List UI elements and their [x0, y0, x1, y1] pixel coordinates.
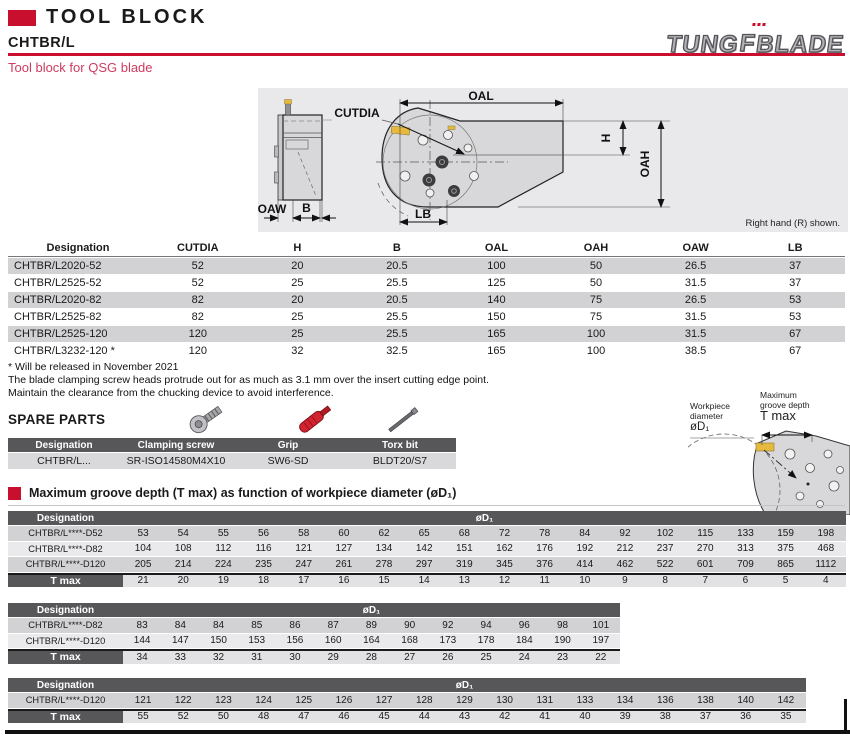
tmax-value-cell: 50	[203, 709, 243, 724]
value-cell: 53	[745, 292, 845, 308]
value-cell: 100	[447, 258, 547, 274]
d1-value-cell: 270	[685, 542, 725, 557]
tmax-value-cell: 21	[123, 573, 163, 588]
value-cell: 25	[248, 309, 348, 325]
value-cell: 38.5	[646, 343, 746, 359]
d1-value-cell: 261	[324, 557, 364, 572]
d1-value-cell: 150	[199, 634, 237, 649]
tmax-value-cell: 52	[163, 709, 203, 724]
dimensions-table	[8, 238, 845, 360]
d1-value-cell: 60	[324, 526, 364, 541]
brand-text-right: BLADE	[754, 31, 846, 58]
value-cell: 26.5	[646, 292, 746, 308]
spare-parts-row	[8, 453, 456, 469]
d1-value-cell: 131	[525, 693, 565, 708]
section-marker-icon	[8, 487, 21, 500]
tmax-row	[8, 573, 846, 588]
tmax-label-cell: T max	[8, 709, 123, 724]
dimensions-row	[8, 275, 845, 291]
groove-row	[8, 542, 846, 557]
designation-cell: CHTBR/L2525-52	[8, 275, 148, 291]
d1-value-cell: 130	[485, 693, 525, 708]
groove-d1-header: øD₁	[123, 511, 846, 525]
d1-value-cell: 65	[404, 526, 444, 541]
dimensions-row	[8, 309, 845, 325]
groove-row	[8, 634, 620, 649]
tmax-value-cell: 10	[565, 573, 605, 588]
d1-value-cell: 87	[314, 618, 352, 633]
value-cell: 31.5	[646, 309, 746, 325]
d1-value-cell: 127	[324, 542, 364, 557]
d1-value-cell: 601	[685, 557, 725, 572]
tmax-value-cell: 31	[238, 649, 276, 664]
d1-value-cell: 462	[605, 557, 645, 572]
workpiece-diameter-label: Workpiece diameter øD₁	[690, 401, 730, 433]
d1-value-cell: 83	[123, 618, 161, 633]
d1-value-cell: 468	[806, 542, 846, 557]
d1-value-cell: 247	[284, 557, 324, 572]
brand-logo	[665, 27, 847, 57]
page-subtitle: Tool block for QSG blade	[8, 60, 153, 75]
tmax-value-cell: 6	[725, 573, 765, 588]
value-cell: 31.5	[646, 275, 746, 291]
page-edge-mark	[844, 699, 847, 733]
spare-col-header: Grip	[232, 438, 344, 452]
tmax-value-cell: 38	[645, 709, 685, 724]
footnote-protrusion: The blade clamping screw heads protrude out for as much as 3.1 mm over the insert cutting edge point.	[8, 373, 489, 386]
value-cell: 67	[745, 326, 845, 342]
value-cell: 100	[546, 326, 646, 342]
tmax-label-cell: T max	[8, 649, 123, 664]
tool-side-view	[275, 100, 323, 201]
dimensions-col-header: OAW	[646, 239, 746, 257]
dimensions-col-header: H	[248, 239, 348, 257]
d1-value-cell: 198	[806, 526, 846, 541]
dimensions-row	[8, 292, 845, 308]
dim-label-b: B	[302, 201, 311, 215]
tool-main-view	[376, 100, 563, 220]
clamping-screw-icon	[183, 402, 229, 441]
value-cell: 25.5	[347, 326, 447, 342]
tmax-value-cell: 5	[766, 573, 806, 588]
d1-value-cell: 151	[444, 542, 484, 557]
groove-table	[8, 602, 620, 665]
d1-value-cell: 55	[203, 526, 243, 541]
d1-value-cell: 160	[314, 634, 352, 649]
tmax-value-cell: 37	[685, 709, 725, 724]
groove-table-d52-container	[8, 510, 846, 588]
brand-text-left: TUNG	[664, 31, 741, 58]
groove-designation-cell: CHTBR/L****-D120	[8, 634, 123, 649]
value-cell: 25.5	[347, 309, 447, 325]
d1-value-cell: 159	[766, 526, 806, 541]
groove-designation-cell: CHTBR/L****-D120	[8, 693, 123, 708]
d1-value-cell: 84	[161, 618, 199, 633]
d1-value-cell: 173	[429, 634, 467, 649]
value-cell: 82	[148, 309, 248, 325]
groove-row	[8, 526, 846, 541]
d1-value-cell: 144	[123, 634, 161, 649]
spare-col-header: Designation	[8, 438, 120, 452]
d1-value-cell: 865	[766, 557, 806, 572]
value-cell: 67	[745, 343, 845, 359]
tmax-value-cell: 7	[685, 573, 725, 588]
d1-value-cell: 142	[766, 693, 806, 708]
tmax-row	[8, 649, 620, 664]
value-cell: 20	[248, 258, 348, 274]
tmax-value-cell: 48	[244, 709, 284, 724]
d1-value-cell: 127	[364, 693, 404, 708]
d1-value-cell: 89	[352, 618, 390, 633]
d1-value-cell: 176	[525, 542, 565, 557]
page-bottom-rule	[5, 730, 850, 734]
d1-value-cell: 122	[163, 693, 203, 708]
dimensions-col-header: OAL	[447, 239, 547, 257]
groove-designation-cell: CHTBR/L****-D52	[8, 526, 123, 541]
d1-value-cell: 235	[243, 557, 283, 572]
groove-table-d82-container	[8, 602, 620, 665]
spare-value-cell: SR-ISO14580M4X10	[120, 453, 232, 469]
d1-value-cell: 376	[525, 557, 565, 572]
d1-value-cell: 133	[565, 693, 605, 708]
d1-value-cell: 212	[605, 542, 645, 557]
d1-value-cell: 197	[582, 634, 620, 649]
d1-value-cell: 153	[238, 634, 276, 649]
d1-value-cell: 313	[725, 542, 765, 557]
d1-value-cell: 136	[645, 693, 685, 708]
groove-d1-header: øD₁	[123, 678, 806, 692]
spare-value-cell: CHTBR/L...	[8, 453, 120, 469]
d1-value-cell: 125	[284, 693, 324, 708]
spare-parts-table	[8, 437, 456, 470]
dim-label-oaw: OAW	[258, 202, 287, 216]
groove-header-row	[8, 603, 620, 617]
d1-value-cell: 72	[484, 526, 524, 541]
d1-value-cell: 522	[645, 557, 685, 572]
d1-value-cell: 85	[238, 618, 276, 633]
value-cell: 20	[248, 292, 348, 308]
tmax-value-cell: 11	[525, 573, 565, 588]
d1-value-cell: 224	[203, 557, 243, 572]
tmax-value-cell: 4	[806, 573, 846, 588]
d1-value-cell: 112	[203, 542, 243, 557]
value-cell: 50	[546, 275, 646, 291]
value-cell: 25.5	[347, 275, 447, 291]
tmax-value-cell: 23	[543, 649, 581, 664]
tmax-value-cell: 20	[163, 573, 203, 588]
dimensions-col-header: Designation	[8, 239, 148, 257]
d1-value-cell: 101	[582, 618, 620, 633]
hand-note: Right hand (R) shown.	[745, 218, 840, 229]
d1-value-cell: 134	[605, 693, 645, 708]
tmax-value-cell: 44	[404, 709, 444, 724]
d1-value-cell: 164	[352, 634, 390, 649]
tmax-row	[8, 709, 806, 724]
tmax-value-cell: 28	[352, 649, 390, 664]
tmax-label-cell: T max	[8, 573, 123, 588]
d1-value-cell: 297	[404, 557, 444, 572]
d1-value-cell: 115	[685, 526, 725, 541]
d1-value-cell: 184	[505, 634, 543, 649]
tmax-value-cell: 42	[485, 709, 525, 724]
d1-value-cell: 56	[243, 526, 283, 541]
tmax-value-cell: 14	[404, 573, 444, 588]
tmax-value-cell: 12	[484, 573, 524, 588]
groove-row	[8, 618, 620, 633]
tmax-value-cell: 16	[324, 573, 364, 588]
value-cell: 165	[447, 326, 547, 342]
insert-tip	[756, 443, 774, 451]
value-cell: 100	[546, 343, 646, 359]
footnote-clearance: Maintain the clearance from the chucking device to avoid interference.	[8, 386, 334, 399]
d1-value-cell: 129	[444, 693, 484, 708]
heading-rule	[8, 505, 845, 506]
groove-table-d120-container	[8, 677, 806, 724]
groove-d1-header: øD₁	[123, 603, 620, 617]
d1-value-cell: 58	[284, 526, 324, 541]
tmax-value-cell: 41	[525, 709, 565, 724]
groove-section-heading	[8, 486, 845, 500]
d1-value-cell: 123	[203, 693, 243, 708]
spare-parts-title: SPARE PARTS	[8, 412, 106, 427]
value-cell: 140	[447, 292, 547, 308]
dimensions-col-header: B	[347, 239, 447, 257]
tmax-value-cell: 45	[364, 709, 404, 724]
value-cell: 52	[148, 258, 248, 274]
d1-value-cell: 345	[484, 557, 524, 572]
d1-value-cell: 192	[565, 542, 605, 557]
tmax-value-cell: 36	[726, 709, 766, 724]
tmax-value-cell: 39	[605, 709, 645, 724]
value-cell: 37	[745, 258, 845, 274]
d1-value-cell: 121	[284, 542, 324, 557]
tmax-value-cell: 18	[243, 573, 283, 588]
d1-value-cell: 104	[123, 542, 163, 557]
tmax-value-cell: 30	[276, 649, 314, 664]
d1-value-cell: 138	[685, 693, 725, 708]
value-cell: 75	[546, 292, 646, 308]
groove-designation-header: Designation	[8, 511, 123, 525]
d1-value-cell: 133	[725, 526, 765, 541]
dim-label-lb: LB	[415, 207, 431, 221]
d1-value-cell: 98	[543, 618, 581, 633]
spare-col-header: Torx bit	[344, 438, 456, 452]
value-cell: 120	[148, 343, 248, 359]
tmax-symbol: T max	[760, 408, 796, 423]
d1-value-cell: 94	[467, 618, 505, 633]
d1-value-cell: 84	[199, 618, 237, 633]
tmax-value-cell: 33	[161, 649, 199, 664]
section-marker-icon	[8, 10, 36, 26]
value-cell: 52	[148, 275, 248, 291]
d1-value-cell: 214	[163, 557, 203, 572]
model-name: CHTBR/L	[8, 35, 76, 51]
spare-col-header: Clamping screw	[120, 438, 232, 452]
d1-value-cell: 90	[391, 618, 429, 633]
dimensions-row	[8, 326, 845, 342]
value-cell: 75	[546, 309, 646, 325]
value-cell: 25	[248, 275, 348, 291]
tmax-value-cell: 26	[429, 649, 467, 664]
d1-value-cell: 156	[276, 634, 314, 649]
value-cell: 26.5	[646, 258, 746, 274]
d1-value-cell: 124	[244, 693, 284, 708]
tmax-value-cell: 40	[565, 709, 605, 724]
value-cell: 165	[447, 343, 547, 359]
d1-value-cell: 78	[525, 526, 565, 541]
footnotes	[8, 361, 489, 399]
spare-parts-header-row	[8, 438, 456, 452]
tmax-value-cell: 27	[391, 649, 429, 664]
tmax-value-cell: 15	[364, 573, 404, 588]
tmax-value-cell: 34	[123, 649, 161, 664]
spare-value-cell: BLDT20/S7	[344, 453, 456, 469]
d1-value-cell: 128	[404, 693, 444, 708]
groove-designation-cell: CHTBR/L****-D82	[8, 618, 123, 633]
d1-value-cell: 121	[123, 693, 163, 708]
tmax-value-cell: 19	[203, 573, 243, 588]
d1-value-cell: 92	[429, 618, 467, 633]
tmax-value-cell: 46	[324, 709, 364, 724]
d1-value-cell: 319	[444, 557, 484, 572]
groove-heading-text: Maximum groove depth (T max) as function of workpiece diameter (øD₁)	[29, 486, 457, 500]
d1-value-cell: 134	[364, 542, 404, 557]
d1-value-cell: 178	[467, 634, 505, 649]
tmax-value-cell: 8	[645, 573, 685, 588]
d1-value-cell: 168	[391, 634, 429, 649]
groove-table	[8, 510, 846, 588]
d1-value-cell: 126	[324, 693, 364, 708]
groove-row	[8, 557, 846, 572]
value-cell: 37	[745, 275, 845, 291]
value-cell: 25	[248, 326, 348, 342]
designation-cell: CHTBR/L3232-120 *	[8, 343, 148, 359]
value-cell: 20.5	[347, 292, 447, 308]
d1-value-cell: 140	[726, 693, 766, 708]
d1-value-cell: 116	[243, 542, 283, 557]
groove-depth-label: Maximum groove depth T max	[760, 390, 810, 423]
designation-cell: CHTBR/L2525-120	[8, 326, 148, 342]
d1-value-cell: 190	[543, 634, 581, 649]
groove-row	[8, 693, 806, 708]
tmax-value-cell: 55	[123, 709, 163, 724]
tmax-value-cell: 13	[444, 573, 484, 588]
tmax-value-cell: 29	[314, 649, 352, 664]
value-cell: 31.5	[646, 326, 746, 342]
value-cell: 120	[148, 326, 248, 342]
d1-value-cell: 92	[605, 526, 645, 541]
d1-value-cell: 375	[766, 542, 806, 557]
tmax-value-cell: 35	[766, 709, 806, 724]
brand-dots-icon	[752, 23, 766, 26]
dimensions-header-row	[8, 239, 845, 257]
designation-cell: CHTBR/L2020-82	[8, 292, 148, 308]
d1-value-cell: 205	[123, 557, 163, 572]
d1-value-cell: 162	[484, 542, 524, 557]
dimensions-col-header: LB	[745, 239, 845, 257]
tmax-value-cell: 24	[505, 649, 543, 664]
d1-value-cell: 1112	[806, 557, 846, 572]
value-cell: 32	[248, 343, 348, 359]
value-cell: 125	[447, 275, 547, 291]
groove-designation-cell: CHTBR/L****-D120	[8, 557, 123, 572]
value-cell: 20.5	[347, 258, 447, 274]
value-cell: 82	[148, 292, 248, 308]
groove-table	[8, 677, 806, 724]
d1-value-cell: 709	[725, 557, 765, 572]
value-cell: 53	[745, 309, 845, 325]
d1-value-cell: 96	[505, 618, 543, 633]
d1-value-cell: 54	[163, 526, 203, 541]
d1-value-cell: 237	[645, 542, 685, 557]
spare-value-cell: SW6-SD	[232, 453, 344, 469]
technical-drawing-panel	[258, 88, 848, 232]
page-header	[8, 6, 207, 29]
d1-value-cell: 68	[444, 526, 484, 541]
d1-value-cell: 414	[565, 557, 605, 572]
tmax-value-cell: 9	[605, 573, 645, 588]
dim-label-cutdia: CUTDIA	[334, 106, 380, 120]
d1-value-cell: 84	[565, 526, 605, 541]
dim-label-oah: OAH	[638, 150, 652, 178]
brand-accent-letter: F	[738, 27, 758, 57]
groove-designation-header: Designation	[8, 678, 123, 692]
d1-value-cell: 86	[276, 618, 314, 633]
dimensions-row	[8, 258, 845, 274]
value-cell: 50	[546, 258, 646, 274]
dim-label-h: H	[599, 133, 613, 143]
dimensions-col-header: CUTDIA	[148, 239, 248, 257]
designation-cell: CHTBR/L2020-52	[8, 258, 148, 274]
groove-header-row	[8, 511, 846, 525]
section-title: TOOL BLOCK	[46, 6, 208, 28]
tmax-value-cell: 22	[582, 649, 620, 664]
tmax-value-cell: 25	[467, 649, 505, 664]
d1-value-cell: 147	[161, 634, 199, 649]
groove-designation-cell: CHTBR/L****-D82	[8, 542, 123, 557]
footnote-release: * Will be released in November 2021	[8, 361, 179, 373]
tmax-value-cell: 43	[444, 709, 484, 724]
d1-value-cell: 62	[364, 526, 404, 541]
d1-symbol: øD₁	[690, 421, 710, 433]
groove-designation-header: Designation	[8, 603, 123, 617]
d1-value-cell: 53	[123, 526, 163, 541]
d1-value-cell: 278	[364, 557, 404, 572]
tmax-value-cell: 47	[284, 709, 324, 724]
dimensions-col-header: OAH	[546, 239, 646, 257]
dimensions-row	[8, 343, 845, 359]
dim-label-oal: OAL	[468, 89, 494, 103]
d1-value-cell: 108	[163, 542, 203, 557]
tmax-value-cell: 32	[199, 649, 237, 664]
tool-drawing	[258, 88, 848, 232]
designation-cell: CHTBR/L2525-82	[8, 309, 148, 325]
groove-header-row	[8, 678, 806, 692]
d1-value-cell: 102	[645, 526, 685, 541]
value-cell: 150	[447, 309, 547, 325]
tmax-value-cell: 17	[284, 573, 324, 588]
value-cell: 32.5	[347, 343, 447, 359]
grip-icon	[290, 402, 340, 441]
d1-value-cell: 142	[404, 542, 444, 557]
